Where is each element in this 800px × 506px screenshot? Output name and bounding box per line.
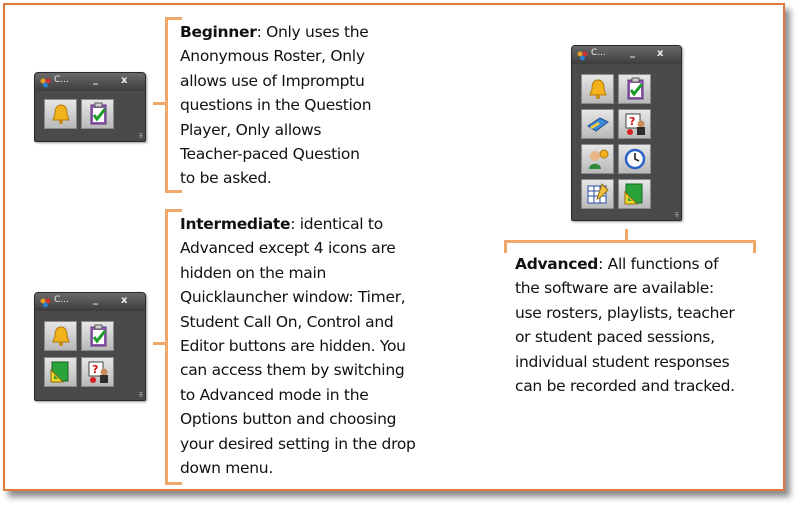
control-button[interactable] xyxy=(618,179,651,209)
student-call-on-button[interactable] xyxy=(581,144,614,174)
text-line: use rosters, playlists, teacher xyxy=(515,303,735,322)
resize-grip-icon[interactable]: ⠿ xyxy=(138,392,143,399)
roster-button[interactable] xyxy=(581,109,614,139)
text-line: Editor buttons are hidden. You xyxy=(180,337,406,356)
close-button[interactable]: x xyxy=(121,75,128,86)
intermediate-description xyxy=(180,212,480,480)
advanced-description xyxy=(515,252,780,398)
quicklauncher-window-beginner xyxy=(34,72,146,142)
text-line: hidden on the main xyxy=(180,263,327,282)
clipboard-check-icon xyxy=(86,102,110,126)
title-bar[interactable] xyxy=(35,73,145,91)
text-line: Player, Only allows xyxy=(180,120,322,139)
text-line: : identical to xyxy=(290,215,383,233)
title-bar[interactable] xyxy=(35,293,145,311)
text-line: questions in the Question xyxy=(180,96,372,115)
app-logo-icon xyxy=(40,78,52,88)
clipboard-check-icon xyxy=(623,77,647,101)
roster-icon xyxy=(586,112,610,136)
question-player-icon xyxy=(86,360,110,384)
clipboard-check-icon xyxy=(86,324,110,348)
bell-button[interactable] xyxy=(44,99,77,129)
window-title: C... xyxy=(591,48,606,58)
editor-table-icon xyxy=(586,182,610,206)
control-icon xyxy=(49,360,73,384)
text-line: Teacher-paced Question xyxy=(180,145,360,164)
text-line: : Only uses the xyxy=(256,23,369,41)
app-logo-icon xyxy=(577,51,589,61)
control-icon xyxy=(623,182,647,206)
clipboard-check-button[interactable] xyxy=(81,99,114,129)
student-call-on-icon xyxy=(586,147,610,171)
question-player-button[interactable] xyxy=(618,109,651,139)
question-player-button[interactable] xyxy=(81,357,114,387)
minimize-button[interactable]: _ xyxy=(630,47,635,58)
clipboard-check-button[interactable] xyxy=(81,321,114,351)
intermediate-heading: Intermediate xyxy=(180,215,291,233)
clipboard-check-button[interactable] xyxy=(618,74,651,104)
bell-button[interactable] xyxy=(44,321,77,351)
control-button[interactable] xyxy=(44,357,77,387)
slide-frame xyxy=(3,3,785,491)
bell-button[interactable] xyxy=(581,74,614,104)
advanced-heading: Advanced xyxy=(515,255,599,273)
beginner-description xyxy=(180,20,410,191)
text-line: can be recorded and tracked. xyxy=(515,377,735,396)
text-line: Quicklauncher window: Timer, xyxy=(180,288,406,307)
title-bar[interactable] xyxy=(572,46,681,64)
bell-icon xyxy=(49,324,73,348)
bell-icon xyxy=(49,102,73,126)
editor-button[interactable] xyxy=(581,179,614,209)
text-line: can access them by switching xyxy=(180,361,405,380)
text-line: Student Call On, Control and xyxy=(180,312,394,331)
timer-icon xyxy=(623,147,647,171)
text-line: the software are available: xyxy=(515,279,714,298)
question-player-icon xyxy=(623,112,647,136)
text-line: Options button and choosing xyxy=(180,410,397,429)
text-line: your desired setting in the drop xyxy=(180,434,416,453)
window-title: C... xyxy=(54,75,69,85)
text-line: to be asked. xyxy=(180,169,272,188)
text-line: : All functions of xyxy=(598,255,719,273)
quicklauncher-window-advanced xyxy=(571,45,682,221)
close-button[interactable]: x xyxy=(657,48,664,59)
app-logo-icon xyxy=(40,298,52,308)
bell-icon xyxy=(586,77,610,101)
text-line: Anonymous Roster, Only xyxy=(180,47,365,66)
minimize-button[interactable]: _ xyxy=(93,294,98,305)
text-line: allows use of Impromptu xyxy=(180,71,365,90)
close-button[interactable]: x xyxy=(121,295,128,306)
text-line: down menu. xyxy=(180,459,273,478)
text-line: to Advanced mode in the xyxy=(180,385,369,404)
resize-grip-icon[interactable]: ⠿ xyxy=(674,212,679,219)
text-line: Advanced except 4 icons are xyxy=(180,239,396,258)
window-title: C... xyxy=(54,295,69,305)
minimize-button[interactable]: _ xyxy=(93,74,98,85)
timer-button[interactable] xyxy=(618,144,651,174)
resize-grip-icon[interactable]: ⠿ xyxy=(138,133,143,140)
beginner-heading: Beginner xyxy=(180,23,257,41)
quicklauncher-window-intermediate xyxy=(34,292,146,401)
text-line: individual student responses xyxy=(515,352,730,371)
text-line: or student paced sessions, xyxy=(515,328,715,347)
